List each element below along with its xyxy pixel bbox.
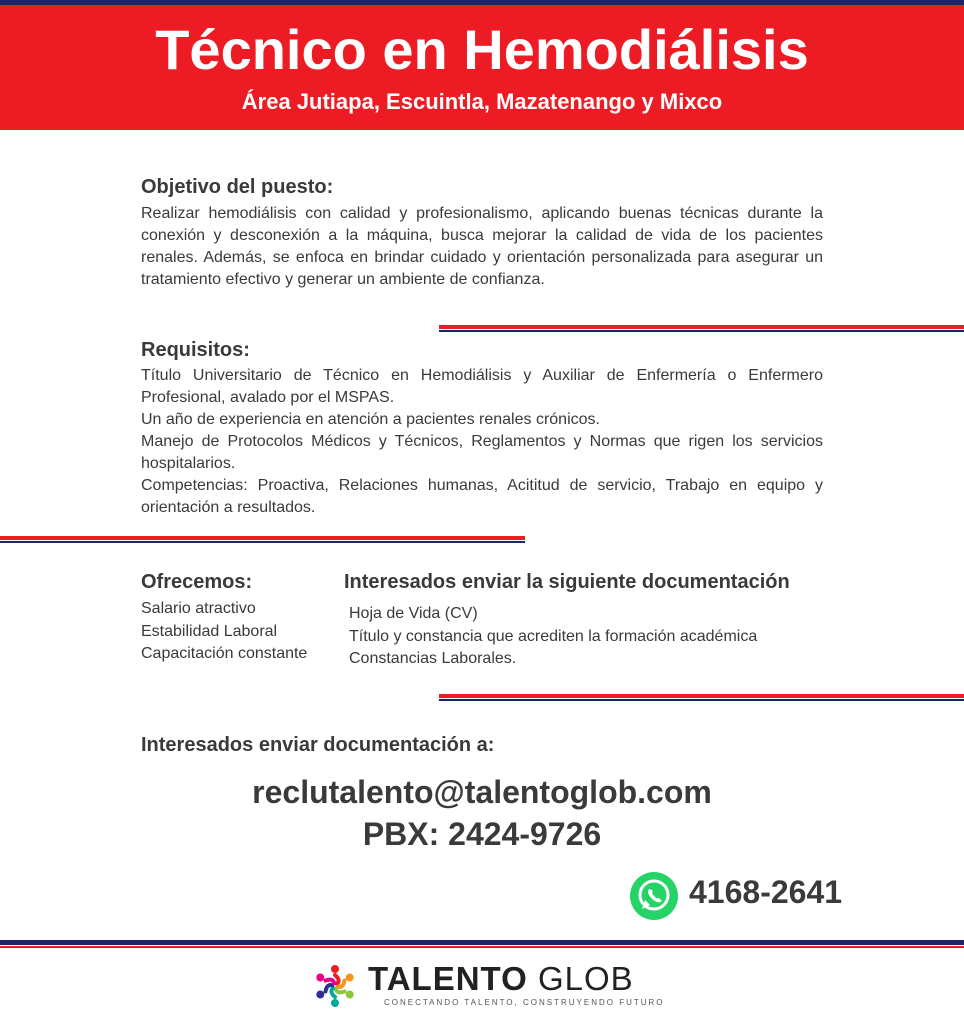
requisito-item: Título Universitario de Técnico en Hemodiálisis y Auxiliar de Enfermería o Enfermero Profesional, avalado por el MSPAS. xyxy=(141,367,823,406)
requisito-item: Un año de experiencia en atención a pacientes renales crónicos. xyxy=(141,411,600,428)
requisito-item: Manejo de Protocolos Médicos y Técnicos, Reglamentos y Normas que rigen los servicios hospitalarios. xyxy=(141,433,823,472)
ofrecemos-title: Ofrecemos: xyxy=(141,571,253,593)
documentacion-title: Interesados enviar la siguiente documentación xyxy=(344,571,790,593)
requisito-item: Competencias: Proactiva, Relaciones humanas, Acititud de servicio, Trabajo en equipo y orientación a resultados. xyxy=(141,477,823,516)
requisitos-title: Requisitos: xyxy=(141,339,250,361)
ofrecemos-item: Estabilidad Laboral xyxy=(141,622,278,640)
brand-tagline: CONECTANDO TALENTO, CONSTRUYENDO FUTURO xyxy=(384,998,665,1007)
page-subtitle: Área Jutiapa, Escuintla, Mazatenango y Mixco xyxy=(241,89,723,114)
divider-2 xyxy=(0,536,525,540)
ofrecemos-item: Salario atractivo xyxy=(141,600,256,617)
objetivo-text: Realizar hemodiálisis con calidad y profesionalismo, aplicando buenas técnicas durante la conexión y desconexión a la máquina, busca mejorar la calidad de vida de los pacientes renales. Además, se enfoca en brindar cuidado y orientación personalizada para asegurar un tratamiento efectivo y generar un ambiente de confianza. xyxy=(141,205,823,288)
brand-name-light: GLOB xyxy=(537,960,634,997)
header-banner xyxy=(0,5,964,130)
talentoglob-logo-icon xyxy=(311,962,359,1010)
page-title: Técnico en Hemodiálisis xyxy=(155,18,809,81)
documentacion-list xyxy=(349,603,757,671)
contact-label: Interesados enviar documentación a: xyxy=(141,734,495,756)
bottom-border xyxy=(0,940,964,945)
divider-3 xyxy=(439,694,964,698)
objetivo-title: Objetivo del puesto: xyxy=(141,176,334,198)
documentacion-item: Constancias Laborales. xyxy=(349,650,517,667)
contact-pbx[interactable]: PBX: 2424-9726 xyxy=(362,816,602,852)
bottom-accent xyxy=(0,946,964,948)
divider-1 xyxy=(439,325,964,329)
brand-name xyxy=(368,960,634,998)
brand-name-bold: TALENTO xyxy=(368,960,528,997)
requisitos-list xyxy=(141,365,823,519)
whatsapp-icon xyxy=(629,871,679,921)
ofrecemos-list xyxy=(141,598,307,666)
documentacion-item: Hoja de Vida (CV) xyxy=(349,605,478,622)
documentacion-item: Título y constancia que acrediten la formación académica xyxy=(349,627,758,645)
ofrecemos-item: Capacitación constante xyxy=(141,645,308,662)
contact-email[interactable]: reclutalento@talentoglob.com xyxy=(252,774,712,810)
whatsapp-number[interactable]: 4168-2641 xyxy=(689,874,843,910)
